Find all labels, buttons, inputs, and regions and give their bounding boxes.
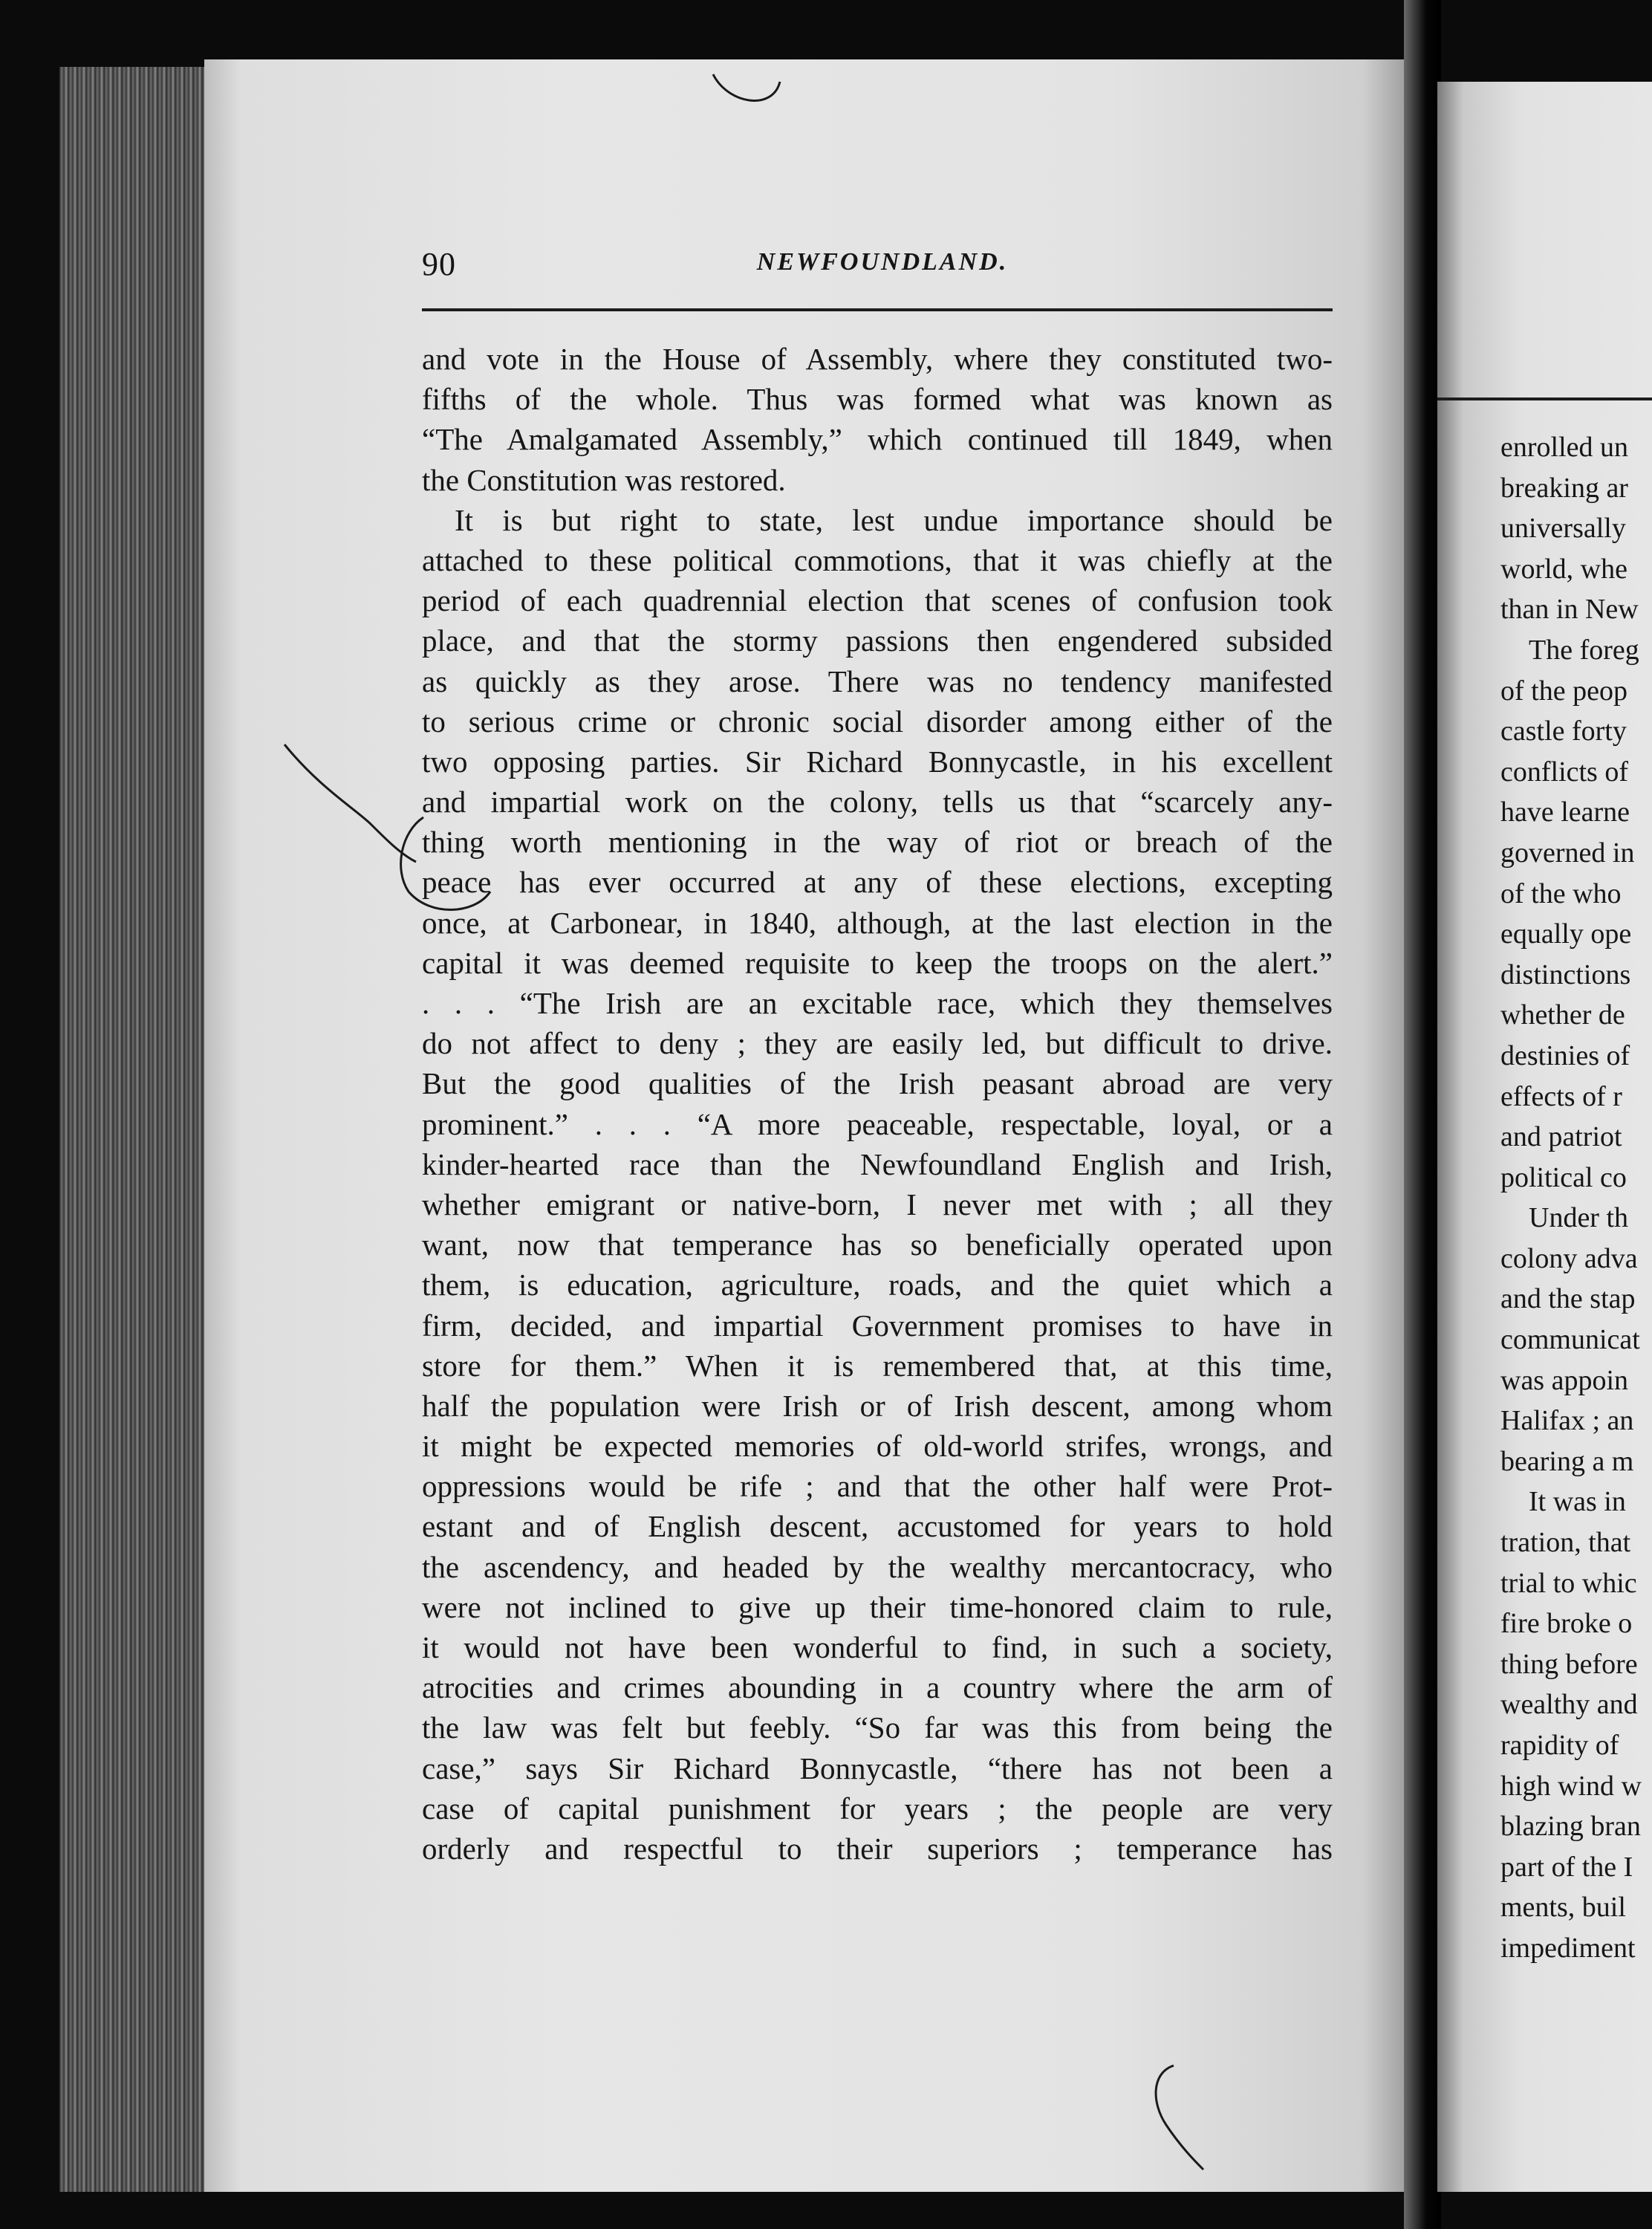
right-text-line: have learne	[1500, 796, 1630, 828]
right-text-line: equally ope	[1500, 918, 1632, 950]
right-text-line: was appoin	[1500, 1364, 1629, 1396]
text-line: peace has ever occurred at any of these elections, excepting	[422, 865, 1333, 900]
right-text-line: political co	[1500, 1161, 1627, 1193]
right-text-line: high wind w	[1500, 1770, 1642, 1802]
text-line: place, and that the stormy passions then engendered subsided	[422, 623, 1333, 658]
text-line: atrocities and crimes abounding in a country where the arm of	[422, 1670, 1333, 1705]
text-line: once, at Carbonear, in 1840, although, at the last election in the	[422, 905, 1333, 940]
text-line: But the good qualities of the Irish peasant abroad are very	[422, 1066, 1333, 1101]
running-title: NEWFOUNDLAND.	[756, 248, 1009, 276]
right-text-line: of the peop	[1500, 675, 1627, 707]
right-text-line: part of the I	[1500, 1851, 1633, 1883]
running-head	[422, 245, 1343, 282]
text-line: and impartial work on the colony, tells us that “scarcely any-	[422, 785, 1333, 820]
right-text-line: world, whe	[1500, 553, 1627, 585]
text-line: and vote in the House of Assembly, where they constituted two-	[422, 342, 1333, 376]
text-line: case,” says Sir Richard Bonnycastle, “there has not been a	[422, 1751, 1333, 1785]
right-head-rule	[1437, 398, 1652, 400]
right-text-line: bearing a m	[1500, 1445, 1634, 1477]
right-text-line: Halifax ; an	[1500, 1405, 1634, 1437]
text-line: “The Amalgamated Assembly,” which continued till 1849, when	[422, 422, 1333, 457]
text-line: half the population were Irish or of Irish descent, among whom	[422, 1388, 1333, 1423]
text-line: thing worth mentioning in the way of riot or breach of the	[422, 825, 1333, 860]
text-line: store for them.” When it is remembered that, at this time,	[422, 1348, 1333, 1383]
text-line: two opposing parties. Sir Richard Bonnycastle, in his excellent	[422, 744, 1333, 779]
right-text-line: communicat	[1500, 1324, 1640, 1356]
right-text-line: thing before	[1500, 1648, 1638, 1680]
text-line: were not inclined to give up their time-honored claim to rule,	[422, 1589, 1333, 1624]
right-text-line: effects of r	[1500, 1080, 1622, 1112]
right-text-line: than in New	[1500, 594, 1639, 626]
text-line: period of each quadrennial election that scenes of confusion took	[422, 583, 1333, 618]
right-text-line: whether de	[1500, 999, 1625, 1031]
text-line: attached to these political commotions, that it was chiefly at the	[422, 542, 1333, 577]
text-line: prominent.” . . . “A more peaceable, respectable, loyal, or a	[422, 1106, 1333, 1141]
right-text-line: Under th	[1529, 1202, 1629, 1234]
right-text-line: colony adva	[1500, 1242, 1638, 1274]
right-text-line: and patriot	[1500, 1121, 1622, 1153]
right-page-text	[1500, 427, 1652, 1969]
text-line: as quickly as they arose. There was no tendency manifested	[422, 663, 1333, 698]
book-gutter	[1404, 0, 1441, 2229]
right-text-line: enrolled un	[1500, 432, 1629, 463]
text-line: do not affect to deny ; they are easily led, but difficult to drive.	[422, 1026, 1333, 1061]
text-line: firm, decided, and impartial Government promises to have in	[422, 1308, 1333, 1343]
text-line: the Constitution was restored.	[422, 462, 786, 497]
text-line: the ascendency, and headed by the wealthy mercantocracy, who	[422, 1549, 1333, 1584]
page-edges	[59, 67, 204, 2192]
text-line: capital it was deemed requisite to keep the troops on the alert.”	[422, 945, 1333, 980]
right-page	[1437, 82, 1652, 2192]
left-page-text	[422, 339, 1333, 1869]
right-text-line: of the who	[1500, 877, 1622, 909]
right-text-line: castle forty	[1500, 716, 1627, 747]
right-text-line: blazing bran	[1500, 1811, 1641, 1843]
text-line: it would not have been wonderful to find, in such a society,	[422, 1630, 1333, 1664]
text-line: to serious crime or chronic social disorder among either of the	[422, 704, 1333, 739]
right-text-line: and the stap	[1500, 1283, 1636, 1315]
right-text-line: universally	[1500, 513, 1626, 545]
text-line: oppressions would be rife ; and that the other half were Prot-	[422, 1469, 1333, 1504]
right-text-line: tration, that	[1500, 1527, 1631, 1559]
right-text-line: conflicts of	[1500, 756, 1629, 788]
header-rule	[422, 308, 1333, 311]
text-line: kinder-hearted race than the Newfoundland English and Irish,	[422, 1146, 1333, 1181]
text-line: them, is education, agriculture, roads, and the quiet which a	[422, 1268, 1333, 1302]
right-text-line: breaking ar	[1500, 472, 1628, 504]
right-text-line: impediment	[1500, 1932, 1636, 1964]
text-line: . . . “The Irish are an excitable race, which they themselves	[422, 986, 1333, 1020]
text-line: the law was felt but feebly. “So far was this from being the	[422, 1710, 1333, 1745]
text-line: whether emigrant or native-born, I never met with ; all they	[422, 1187, 1333, 1221]
right-text-line: trial to whic	[1500, 1567, 1637, 1599]
text-line: want, now that temperance has so beneficially operated upon	[422, 1227, 1333, 1262]
text-line: It is but right to state, lest undue importance should be	[455, 502, 1333, 537]
page-number: 90	[422, 246, 456, 282]
text-line: estant and of English descent, accustomed for years to hold	[422, 1509, 1333, 1544]
text-line: case of capital punishment for years ; the people are very	[422, 1791, 1333, 1826]
right-text-line: ments, buil	[1500, 1892, 1626, 1924]
right-text-line: rapidity of	[1500, 1730, 1619, 1761]
right-text-line: destinies of	[1500, 1039, 1630, 1071]
right-text-line: fire broke o	[1500, 1608, 1633, 1640]
right-text-line: distinctions	[1500, 958, 1631, 990]
right-text-line: The foreg	[1529, 634, 1639, 666]
text-line: it might be expected memories of old-world strifes, wrongs, and	[422, 1429, 1333, 1464]
text-line: fifths of the whole. Thus was formed what was known as	[422, 382, 1333, 417]
right-text-line: wealthy and	[1500, 1689, 1638, 1721]
text-line: orderly and respectful to their superiors ; temperance has	[422, 1831, 1333, 1866]
right-text-line: governed in	[1500, 837, 1635, 869]
right-text-line: It was in	[1529, 1486, 1626, 1518]
